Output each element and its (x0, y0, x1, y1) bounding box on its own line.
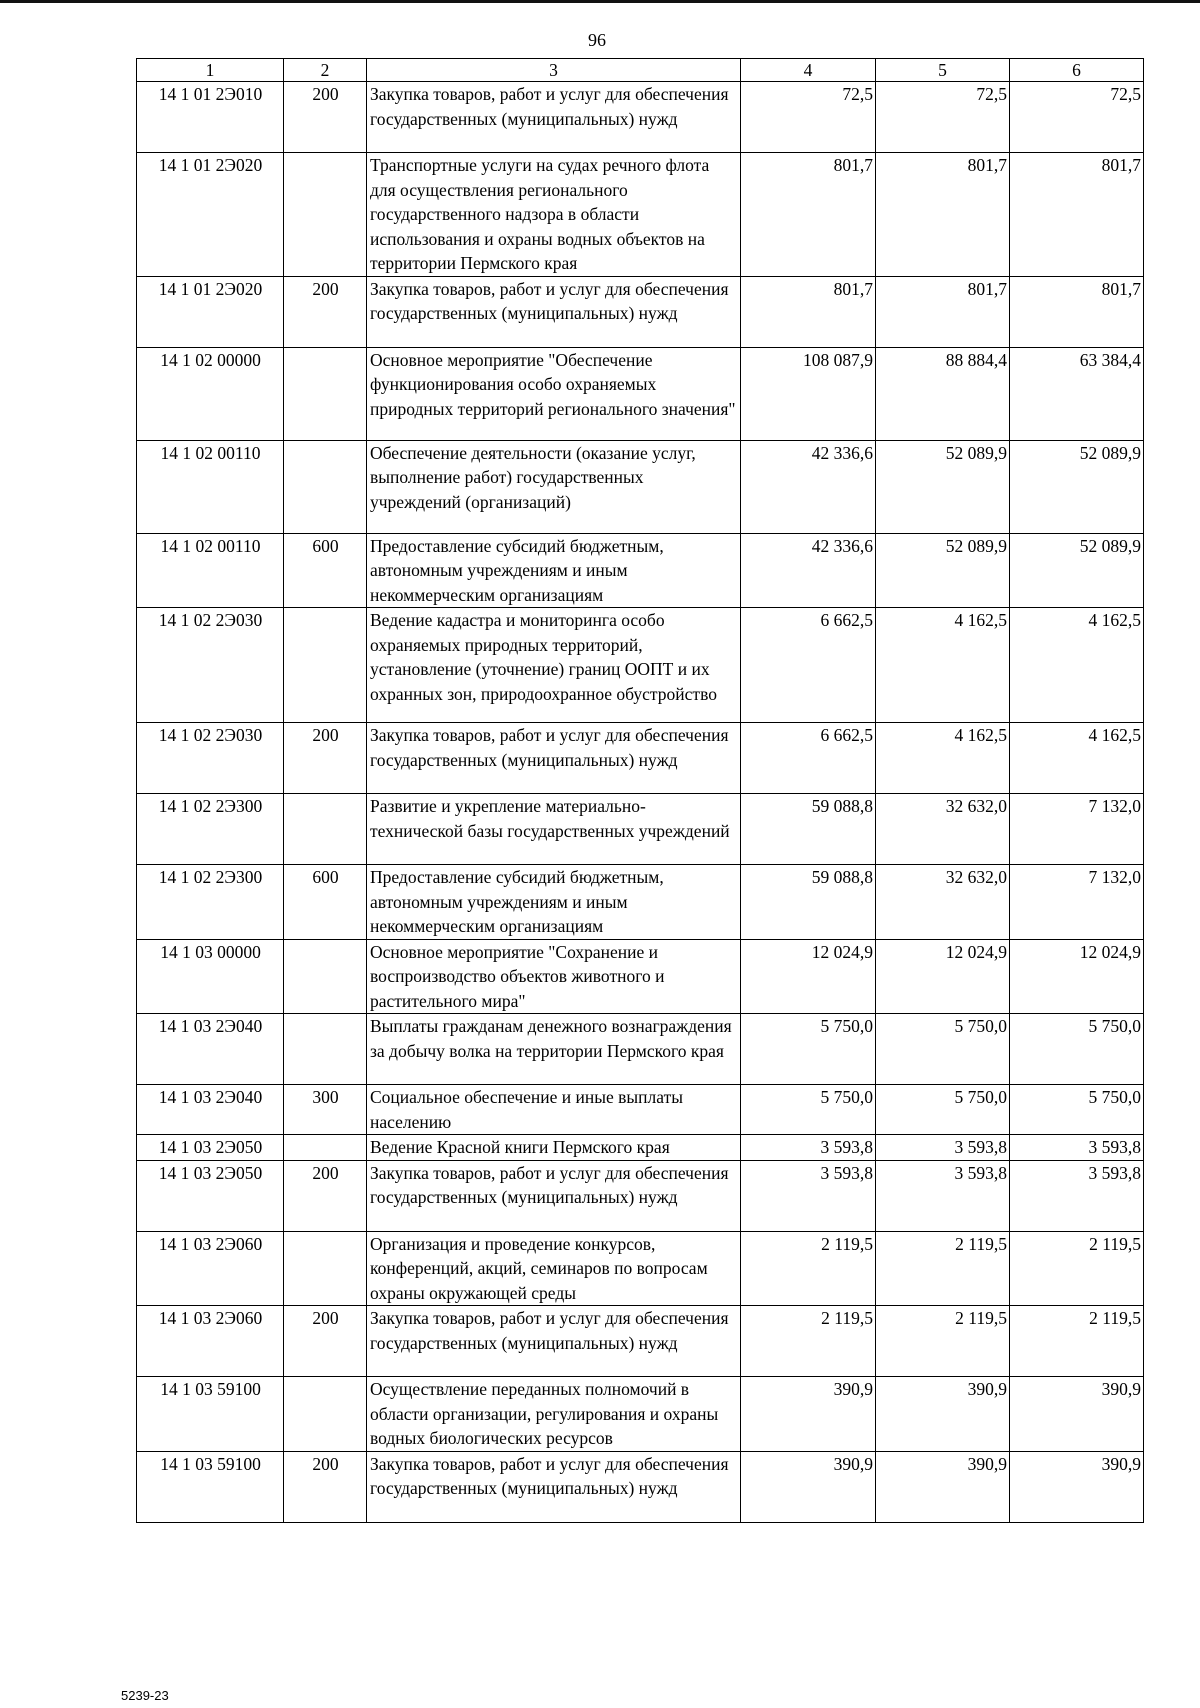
value-cell-6: 801,7 (1010, 276, 1144, 347)
value-cell-5: 4 162,5 (876, 723, 1010, 794)
value-cell-5: 52 089,9 (876, 533, 1010, 608)
type-cell (284, 1014, 367, 1085)
value-cell-4: 42 336,6 (741, 440, 876, 533)
code-cell: 14 1 02 00110 (137, 533, 284, 608)
name-cell: Закупка товаров, работ и услуг для обеспечения государственных (муниципальных) нужд (367, 1306, 741, 1377)
page-number: 96 (588, 30, 606, 50)
value-cell-5: 88 884,4 (876, 347, 1010, 440)
type-cell: 200 (284, 1160, 367, 1231)
code-cell: 14 1 03 00000 (137, 939, 284, 1014)
code-cell: 14 1 03 2Э040 (137, 1014, 284, 1085)
value-cell-5: 52 089,9 (876, 440, 1010, 533)
table-row (137, 1160, 1144, 1231)
value-cell-6: 801,7 (1010, 153, 1144, 277)
code-cell: 14 1 02 00110 (137, 440, 284, 533)
type-cell (284, 153, 367, 277)
value-cell-4: 108 087,9 (741, 347, 876, 440)
code-cell: 14 1 02 2Э300 (137, 794, 284, 865)
code-cell: 14 1 02 2Э030 (137, 608, 284, 723)
value-cell-4: 72,5 (741, 82, 876, 153)
table-row (137, 794, 1144, 865)
name-cell: Закупка товаров, работ и услуг для обеспечения государственных (муниципальных) нужд (367, 276, 741, 347)
code-cell: 14 1 01 2Э010 (137, 82, 284, 153)
value-cell-5: 5 750,0 (876, 1014, 1010, 1085)
type-cell (284, 440, 367, 533)
name-cell: Предоставление субсидий бюджетным, автономным учреждениям и иным некоммерческим организациям (367, 865, 741, 940)
table-row (137, 82, 1144, 153)
table-row (137, 1377, 1144, 1452)
value-cell-5: 3 593,8 (876, 1160, 1010, 1231)
type-cell: 200 (284, 276, 367, 347)
value-cell-6: 5 750,0 (1010, 1085, 1144, 1135)
code-cell: 14 1 03 59100 (137, 1451, 284, 1522)
value-cell-4: 12 024,9 (741, 939, 876, 1014)
value-cell-6: 63 384,4 (1010, 347, 1144, 440)
table-row (137, 939, 1144, 1014)
name-cell: Развитие и укрепление материально-технической базы государственных учреждений (367, 794, 741, 865)
type-cell (284, 347, 367, 440)
value-cell-5: 32 632,0 (876, 865, 1010, 940)
type-cell: 200 (284, 1451, 367, 1522)
value-cell-4: 2 119,5 (741, 1306, 876, 1377)
value-cell-4: 59 088,8 (741, 865, 876, 940)
value-cell-4: 5 750,0 (741, 1085, 876, 1135)
type-cell (284, 1231, 367, 1306)
code-cell: 14 1 02 00000 (137, 347, 284, 440)
table-row (137, 1451, 1144, 1522)
value-cell-6: 390,9 (1010, 1377, 1144, 1452)
column-header: 5 (876, 59, 1010, 82)
value-cell-4: 59 088,8 (741, 794, 876, 865)
name-cell: Социальное обеспечение и иные выплаты населению (367, 1085, 741, 1135)
value-cell-5: 32 632,0 (876, 794, 1010, 865)
value-cell-6: 4 162,5 (1010, 723, 1144, 794)
table-row (137, 865, 1144, 940)
value-cell-4: 3 593,8 (741, 1135, 876, 1161)
value-cell-5: 801,7 (876, 153, 1010, 277)
value-cell-6: 5 750,0 (1010, 1014, 1144, 1085)
table-row (137, 533, 1144, 608)
value-cell-6: 390,9 (1010, 1451, 1144, 1522)
value-cell-4: 6 662,5 (741, 723, 876, 794)
column-header: 6 (1010, 59, 1144, 82)
type-cell: 600 (284, 865, 367, 940)
table-row (137, 1306, 1144, 1377)
name-cell: Закупка товаров, работ и услуг для обеспечения государственных (муниципальных) нужд (367, 1160, 741, 1231)
value-cell-4: 42 336,6 (741, 533, 876, 608)
table-header-row (137, 59, 1144, 82)
column-header: 1 (137, 59, 284, 82)
name-cell: Основное мероприятие "Обеспечение функционирования особо охраняемых природных территорий регионального значения" (367, 347, 741, 440)
name-cell: Ведение Красной книги Пермского края (367, 1135, 741, 1161)
code-cell: 14 1 01 2Э020 (137, 153, 284, 277)
document-code: 5239-23 (121, 1688, 169, 1703)
type-cell: 200 (284, 1306, 367, 1377)
value-cell-6: 52 089,9 (1010, 440, 1144, 533)
table-row (137, 153, 1144, 277)
value-cell-5: 390,9 (876, 1377, 1010, 1452)
code-cell: 14 1 03 2Э060 (137, 1231, 284, 1306)
name-cell: Организация и проведение конкурсов, конференций, акций, семинаров по вопросам охраны окружающей среды (367, 1231, 741, 1306)
value-cell-4: 390,9 (741, 1377, 876, 1452)
type-cell (284, 1135, 367, 1161)
value-cell-4: 390,9 (741, 1451, 876, 1522)
code-cell: 14 1 03 2Э040 (137, 1085, 284, 1135)
code-cell: 14 1 03 2Э050 (137, 1135, 284, 1161)
table-row (137, 276, 1144, 347)
name-cell: Закупка товаров, работ и услуг для обеспечения государственных (муниципальных) нужд (367, 82, 741, 153)
column-header: 3 (367, 59, 741, 82)
type-cell (284, 939, 367, 1014)
value-cell-5: 2 119,5 (876, 1306, 1010, 1377)
value-cell-5: 72,5 (876, 82, 1010, 153)
value-cell-5: 5 750,0 (876, 1085, 1010, 1135)
code-cell: 14 1 03 2Э050 (137, 1160, 284, 1231)
value-cell-6: 52 089,9 (1010, 533, 1144, 608)
type-cell: 300 (284, 1085, 367, 1135)
table-body (137, 82, 1144, 1523)
name-cell: Осуществление переданных полномочий в области организации, регулирования и охраны водных биологических ресурсов (367, 1377, 741, 1452)
column-header: 2 (284, 59, 367, 82)
value-cell-6: 3 593,8 (1010, 1135, 1144, 1161)
value-cell-6: 12 024,9 (1010, 939, 1144, 1014)
type-cell: 600 (284, 533, 367, 608)
value-cell-5: 801,7 (876, 276, 1010, 347)
value-cell-4: 801,7 (741, 276, 876, 347)
value-cell-5: 3 593,8 (876, 1135, 1010, 1161)
value-cell-4: 2 119,5 (741, 1231, 876, 1306)
name-cell: Выплаты гражданам денежного вознаграждения за добычу волка на территории Пермского края (367, 1014, 741, 1085)
table-row (137, 1014, 1144, 1085)
value-cell-5: 12 024,9 (876, 939, 1010, 1014)
table-row (137, 608, 1144, 723)
value-cell-6: 4 162,5 (1010, 608, 1144, 723)
value-cell-6: 2 119,5 (1010, 1231, 1144, 1306)
value-cell-4: 5 750,0 (741, 1014, 876, 1085)
column-header: 4 (741, 59, 876, 82)
name-cell: Закупка товаров, работ и услуг для обеспечения государственных (муниципальных) нужд (367, 723, 741, 794)
name-cell: Обеспечение деятельности (оказание услуг, выполнение работ) государственных учреждений (организаций) (367, 440, 741, 533)
value-cell-4: 3 593,8 (741, 1160, 876, 1231)
value-cell-4: 6 662,5 (741, 608, 876, 723)
budget-table (136, 58, 1144, 1523)
table-row (137, 1135, 1144, 1161)
name-cell: Предоставление субсидий бюджетным, автономным учреждениям и иным некоммерческим организациям (367, 533, 741, 608)
name-cell: Ведение кадастра и мониторинга особо охраняемых природных территорий, установление (уточнение) границ ООПТ и их охранных зон, природоохранное обустройство (367, 608, 741, 723)
table-row (137, 440, 1144, 533)
code-cell: 14 1 01 2Э020 (137, 276, 284, 347)
table-row (137, 1085, 1144, 1135)
value-cell-5: 390,9 (876, 1451, 1010, 1522)
name-cell: Основное мероприятие "Сохранение и воспроизводство объектов животного и растительного мира" (367, 939, 741, 1014)
value-cell-4: 801,7 (741, 153, 876, 277)
value-cell-6: 7 132,0 (1010, 865, 1144, 940)
code-cell: 14 1 03 2Э060 (137, 1306, 284, 1377)
name-cell: Закупка товаров, работ и услуг для обеспечения государственных (муниципальных) нужд (367, 1451, 741, 1522)
value-cell-6: 72,5 (1010, 82, 1144, 153)
value-cell-6: 7 132,0 (1010, 794, 1144, 865)
type-cell: 200 (284, 82, 367, 153)
table-row (137, 1231, 1144, 1306)
code-cell: 14 1 02 2Э300 (137, 865, 284, 940)
value-cell-6: 2 119,5 (1010, 1306, 1144, 1377)
value-cell-6: 3 593,8 (1010, 1160, 1144, 1231)
value-cell-5: 4 162,5 (876, 608, 1010, 723)
code-cell: 14 1 02 2Э030 (137, 723, 284, 794)
type-cell (284, 794, 367, 865)
name-cell: Транспортные услуги на судах речного флота для осуществления регионального государственного надзора в области использования и охраны водных объектов на территории Пермского края (367, 153, 741, 277)
table-row (137, 723, 1144, 794)
type-cell (284, 1377, 367, 1452)
value-cell-5: 2 119,5 (876, 1231, 1010, 1306)
scan-top-border (0, 0, 1200, 3)
type-cell: 200 (284, 723, 367, 794)
type-cell (284, 608, 367, 723)
code-cell: 14 1 03 59100 (137, 1377, 284, 1452)
table-row (137, 347, 1144, 440)
